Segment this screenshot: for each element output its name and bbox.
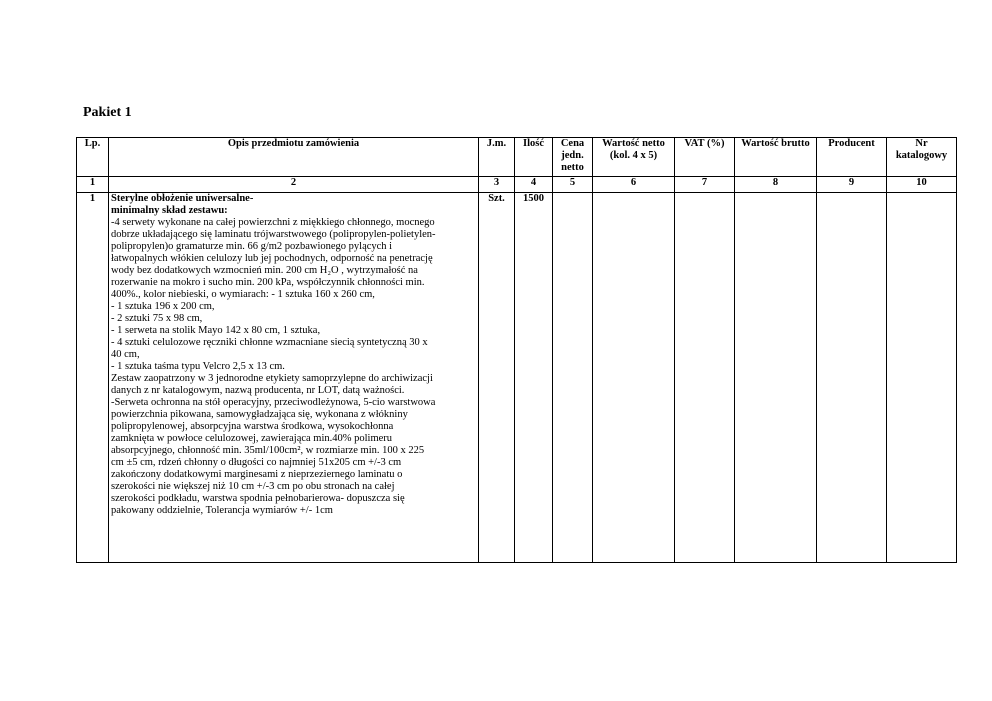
- col-header-vat: VAT (%): [675, 138, 735, 177]
- row-gross-value-cell: [735, 193, 817, 563]
- row-vat-cell: [675, 193, 735, 563]
- description-line: pakowany oddzielnie, Tolerancja wymiarów +/- 1cm: [111, 505, 333, 516]
- col-header-lp: Lp.: [77, 138, 109, 177]
- row-catalog-number-cell: [887, 193, 957, 563]
- description-line: cm ±5 cm, rdzeń chłonny o długości co najmniej 51x205 cm +/-3 cm: [111, 457, 402, 468]
- col-header-description: Opis przedmiotu zamówienia: [109, 138, 479, 177]
- description-line: 400%., kolor niebieski, o wymiarach: - 1 sztuka 160 x 260 cm,: [111, 289, 375, 300]
- col-number: 4: [515, 177, 553, 193]
- table-row: [77, 193, 957, 563]
- description-line: rozerwanie na mokro i sucho min. 200 kPa, współczynnik chłonności min.: [111, 277, 425, 288]
- col-number: 10: [887, 177, 957, 193]
- description-line: zakończony dodatkowymi marginesami z nieprzeziernego laminatu o: [111, 469, 403, 480]
- description-line: szerokości podkładu, warstwa spodnia pełnobarierowa- dopuszcza się: [111, 493, 405, 504]
- col-header-unit: J.m.: [479, 138, 515, 177]
- description-line: polipropylen)o gramaturze min. 66 g/m2 pozbawionego pylących i: [111, 241, 393, 252]
- column-number-row: [77, 177, 957, 193]
- description-line: 40 cm,: [111, 349, 140, 360]
- description-line: - 1 sztuka 196 x 200 cm,: [111, 301, 215, 312]
- row-unit: Szt.: [479, 193, 515, 563]
- description-line: - 1 sztuka taśma typu Velcro 2,5 x 13 cm.: [111, 361, 285, 372]
- col-number: 9: [817, 177, 887, 193]
- order-table: [76, 137, 957, 563]
- col-header-unit-price: Cena jedn. netto: [553, 138, 593, 177]
- description-lines: [111, 217, 476, 517]
- col-number: 5: [553, 177, 593, 193]
- description-line: łatwopalnych włókien celulozy lub jej pochodnych, odporność na penetrację: [111, 253, 433, 264]
- col-number: 1: [77, 177, 109, 193]
- description-line: wody bez dodatkowych wzmocnień min. 200 cm H₂O , wytrzymałość na: [111, 265, 418, 276]
- col-header-quantity: Ilość: [515, 138, 553, 177]
- col-header-net-value: Wartość netto (kol. 4 x 5): [593, 138, 675, 177]
- row-net-value-cell: [593, 193, 675, 563]
- row-unit-price-cell: [553, 193, 593, 563]
- description-line: - 1 serweta na stolik Mayo 142 x 80 cm, 1 sztuka,: [111, 325, 321, 336]
- col-header-catalog-number: Nr katalogowy: [887, 138, 957, 177]
- description-line: -Serweta ochronna na stół operacyjny, przeciwodleżynowa, 5-cio warstwowa: [111, 397, 436, 408]
- col-header-gross-value: Wartość brutto: [735, 138, 817, 177]
- row-quantity: 1500: [515, 193, 553, 563]
- col-number: 6: [593, 177, 675, 193]
- row-lp: 1: [77, 193, 109, 563]
- col-header-producer: Producent: [817, 138, 887, 177]
- row-producer-cell: [817, 193, 887, 563]
- description-line: -4 serwety wykonane na całej powierzchni z miękkiego chłonnego, mocnego: [111, 217, 435, 228]
- col-number: 2: [109, 177, 479, 193]
- header-row: [77, 138, 957, 177]
- col-number: 8: [735, 177, 817, 193]
- description-title: Sterylne obłożenie uniwersalne-: [111, 193, 254, 204]
- description-line: szerokości nie większej niż 10 cm +/-3 cm po obu stronach na całej: [111, 481, 395, 492]
- description-line: polipropylenowej, absorpcyjna warstwa środkowa, wysokochłonna: [111, 421, 394, 432]
- col-number: 7: [675, 177, 735, 193]
- description-subtitle: minimalny skład zestawu:: [111, 205, 228, 216]
- description-line: - 2 sztuki 75 x 98 cm,: [111, 313, 203, 324]
- description-line: zamknięta w powłoce celulozowej, zawierająca min.40% polimeru: [111, 433, 393, 444]
- col-number: 3: [479, 177, 515, 193]
- description-line: Zestaw zaopatrzony w 3 jednorodne etykiety samoprzylepne do archiwizacji: [111, 373, 433, 384]
- row-description: [109, 193, 479, 563]
- description-line: absorpcyjnego, chłonność min. 35ml/100cm², w rozmiarze min. 100 x 225: [111, 445, 425, 456]
- description-line: dobrze układającego się laminatu trójwarstwowego (polipropylen-polietylen-: [111, 229, 436, 240]
- description-line: powierzchnia pikowana, samowygładzająca się, wykonana z włókniny: [111, 409, 408, 420]
- description-line: - 4 sztuki celulozowe ręczniki chłonne wzmacniane siecią syntetyczną 30 x: [111, 337, 428, 348]
- page-title: Pakiet 1: [83, 105, 132, 120]
- description-line: danych z nr katalogowym, nazwą producenta, nr LOT, datą ważności.: [111, 385, 405, 396]
